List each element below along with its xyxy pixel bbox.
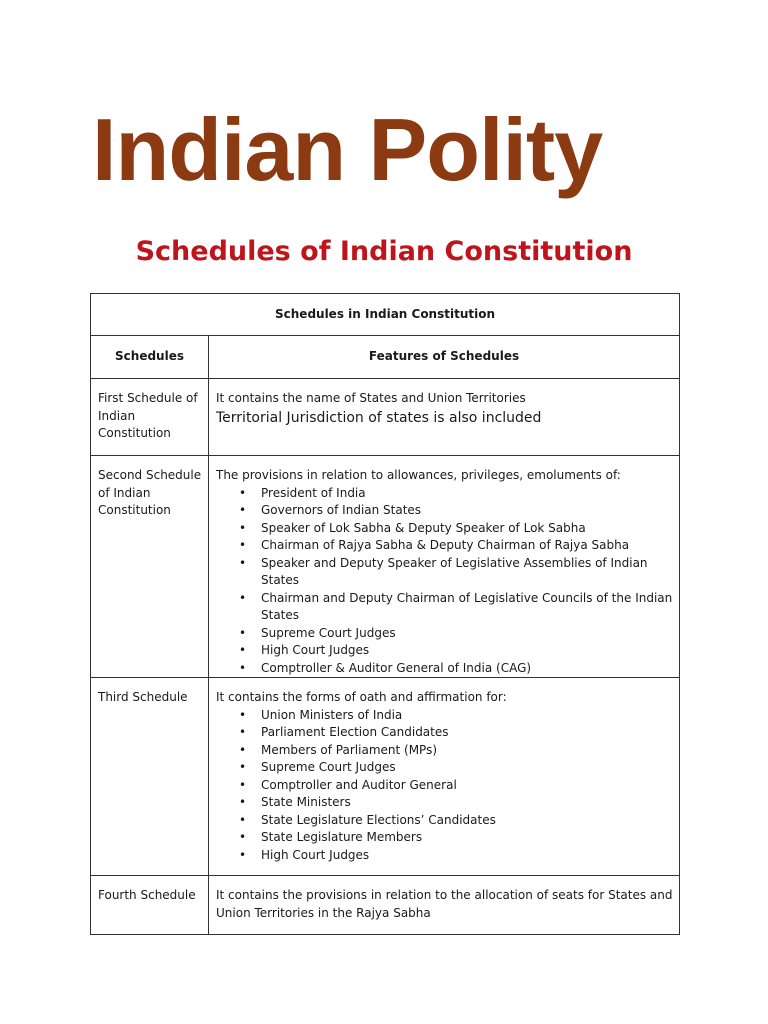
list-item: • Comptroller & Auditor General of India (CAG) <box>216 660 673 678</box>
table-row <box>91 876 680 935</box>
features-extra: Territorial Jurisdiction of states is also included <box>216 409 542 426</box>
list-item: • Supreme Court Judges <box>216 759 673 777</box>
schedule-name: Third Schedule <box>91 678 209 876</box>
schedules-table <box>90 293 680 935</box>
schedule-features <box>209 678 680 876</box>
list-item: • Chairman and Deputy Chairman of Legislative Councils of the Indian States <box>216 590 673 625</box>
table-header-row <box>91 336 680 379</box>
list-item: • Speaker and Deputy Speaker of Legislative Assemblies of Indian States <box>216 555 673 590</box>
schedule-name: Second Schedule of Indian Constitution <box>91 456 209 678</box>
features-intro: It contains the forms of oath and affirmation for: <box>216 690 507 704</box>
features-intro: It contains the provisions in relation to the allocation of seats for States and Union Territories in the Rajya Sabha <box>216 888 673 920</box>
list-item: • Members of Parliament (MPs) <box>216 742 673 760</box>
list-item: • Chairman of Rajya Sabha & Deputy Chairman of Rajya Sabha <box>216 537 673 555</box>
features-intro: It contains the name of States and Union Territories <box>216 391 526 405</box>
table-caption: Schedules in Indian Constitution <box>91 294 680 336</box>
table-row <box>91 456 680 678</box>
schedule-name: First Schedule of Indian Constitution <box>91 379 209 456</box>
schedule-name: Fourth Schedule <box>91 876 209 935</box>
column-header-features: Features of Schedules <box>209 336 680 379</box>
page-title: Indian Polity <box>92 100 603 199</box>
list-item: • State Legislature Members <box>216 829 673 847</box>
table-row <box>91 678 680 876</box>
list-item: • State Ministers <box>216 794 673 812</box>
table-caption-row <box>91 294 680 336</box>
list-item: • Parliament Election Candidates <box>216 724 673 742</box>
list-item: • Speaker of Lok Sabha & Deputy Speaker of Lok Sabha <box>216 520 673 538</box>
list-item: • Supreme Court Judges <box>216 625 673 643</box>
list-item: • State Legislature Elections’ Candidates <box>216 812 673 830</box>
table-row <box>91 379 680 456</box>
schedule-features <box>209 876 680 935</box>
list-item: • Union Ministers of India <box>216 707 673 725</box>
schedule-features <box>209 379 680 456</box>
list-item: • High Court Judges <box>216 847 673 865</box>
schedule-features <box>209 456 680 678</box>
page-subtitle: Schedules of Indian Constitution <box>135 236 633 267</box>
features-list <box>216 485 673 678</box>
list-item: • High Court Judges <box>216 642 673 660</box>
features-intro: The provisions in relation to allowances, privileges, emoluments of: <box>216 468 621 482</box>
list-item: • Governors of Indian States <box>216 502 673 520</box>
list-item: • President of India <box>216 485 673 503</box>
column-header-schedules: Schedules <box>91 336 209 379</box>
features-list <box>216 707 673 865</box>
list-item: • Comptroller and Auditor General <box>216 777 673 795</box>
